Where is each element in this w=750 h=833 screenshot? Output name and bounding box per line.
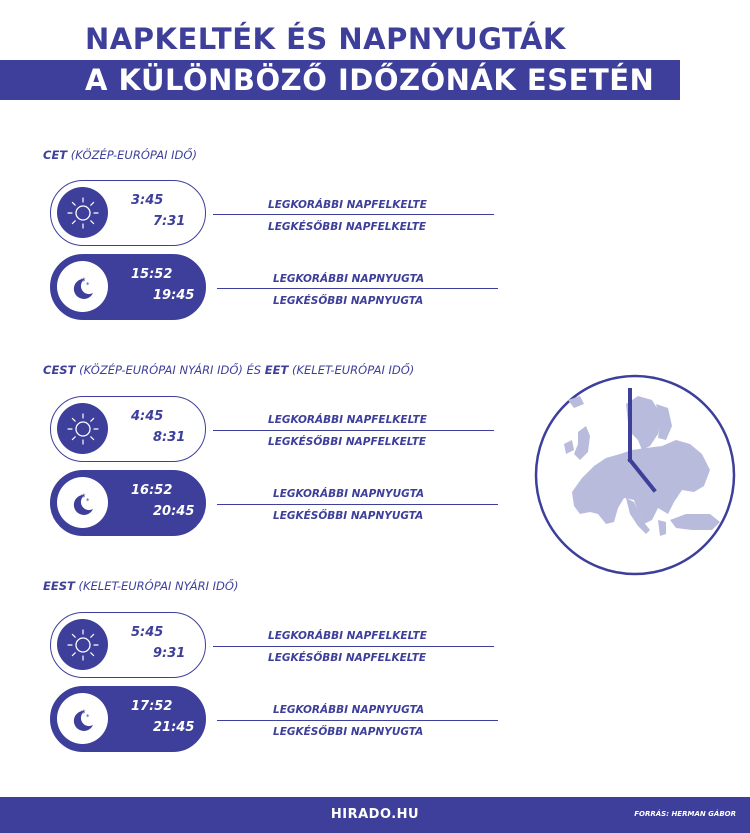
latest-sunrise-time: 7:31 [153, 214, 186, 229]
earliest-sunrise-time: 4:45 [131, 409, 164, 424]
latest-sunset-label: LEGKÉSŐBBI NAPNYUGTA [273, 510, 424, 522]
earliest-sunset-time: 16:52 [131, 483, 173, 498]
svg-text:*: * [80, 492, 85, 503]
sunrise-pill-eest [50, 612, 206, 678]
latest-sunrise-label: LEGKÉSŐBBI NAPFELKELTE [268, 221, 427, 233]
sunrise-pill-cest [50, 396, 206, 462]
divider [217, 288, 498, 289]
sun-icon [57, 187, 108, 238]
sun-icon [57, 403, 108, 454]
title-block [0, 0, 750, 110]
sunset-pill-cet [50, 254, 206, 320]
svg-text:*: * [80, 708, 85, 719]
svg-text:*: * [80, 276, 85, 287]
sunset-pill-cest [50, 470, 206, 536]
latest-sunset-label: LEGKÉSŐBBI NAPNYUGTA [273, 295, 424, 307]
latest-sunrise-label: LEGKÉSŐBBI NAPFELKELTE [268, 436, 427, 448]
svg-text:*: * [85, 712, 89, 721]
section-heading-text: (KELET-EURÓPAI NYÁRI IDŐ) [74, 579, 239, 593]
section-heading-text: (KÖZÉP-EURÓPAI IDŐ) [67, 148, 197, 162]
divider [217, 720, 498, 721]
earliest-sunrise-time: 5:45 [131, 625, 164, 640]
sunset-pill-eest [50, 686, 206, 752]
svg-text:*: * [85, 496, 89, 505]
earliest-sunrise-label: LEGKORÁBBI NAPFELKELTE [268, 199, 427, 211]
divider [213, 646, 494, 647]
section-heading-eest [43, 579, 238, 593]
moon-stars-icon [57, 477, 108, 528]
section-heading-cet [43, 148, 197, 162]
moon-stars-icon [57, 261, 108, 312]
earliest-sunrise-time: 3:45 [131, 193, 164, 208]
section-heading-text: (KELET-EURÓPAI IDŐ) [288, 363, 415, 377]
section-heading-code: EET [264, 363, 289, 377]
latest-sunset-time: 20:45 [153, 504, 195, 519]
latest-sunset-label: LEGKÉSŐBBI NAPNYUGTA [273, 726, 424, 738]
section-heading-cest-eet [43, 363, 414, 377]
page-title-line1: NAPKELTÉK ÉS NAPNYUGTÁK [85, 22, 566, 56]
footer-source: FORRÁS: HERMAN GÁBOR [634, 810, 736, 818]
page-title-line2: A KÜLÖNBÖZŐ IDŐZÓNÁK ESETÉN [85, 63, 655, 97]
section-heading-text: (KÖZÉP-EURÓPAI NYÁRI IDŐ) ÉS [75, 363, 265, 377]
latest-sunrise-time: 9:31 [153, 646, 186, 661]
earliest-sunrise-label: LEGKORÁBBI NAPFELKELTE [268, 414, 427, 426]
section-heading-code: EEST [43, 579, 75, 593]
sun-icon [57, 619, 108, 670]
earliest-sunset-time: 17:52 [131, 699, 173, 714]
footer-brand-link[interactable]: HIRADO.HU [330, 807, 420, 822]
earliest-sunset-label: LEGKORÁBBI NAPNYUGTA [273, 273, 425, 285]
latest-sunrise-label: LEGKÉSŐBBI NAPFELKELTE [268, 652, 427, 664]
europe-map-clock-icon [534, 374, 736, 576]
section-heading-code: CEST [43, 363, 76, 377]
earliest-sunset-label: LEGKORÁBBI NAPNYUGTA [273, 704, 425, 716]
latest-sunset-time: 21:45 [153, 720, 195, 735]
divider [213, 430, 494, 431]
sunrise-pill-cet [50, 180, 206, 246]
earliest-sunset-time: 15:52 [131, 267, 173, 282]
earliest-sunrise-label: LEGKORÁBBI NAPFELKELTE [268, 630, 427, 642]
section-heading-code: CET [43, 148, 68, 162]
earliest-sunset-label: LEGKORÁBBI NAPNYUGTA [273, 488, 425, 500]
latest-sunrise-time: 8:31 [153, 430, 186, 445]
moon-stars-icon [57, 693, 108, 744]
svg-text:*: * [85, 280, 89, 289]
divider [213, 214, 494, 215]
latest-sunset-time: 19:45 [153, 288, 195, 303]
footer-bar [0, 797, 750, 833]
divider [217, 504, 498, 505]
